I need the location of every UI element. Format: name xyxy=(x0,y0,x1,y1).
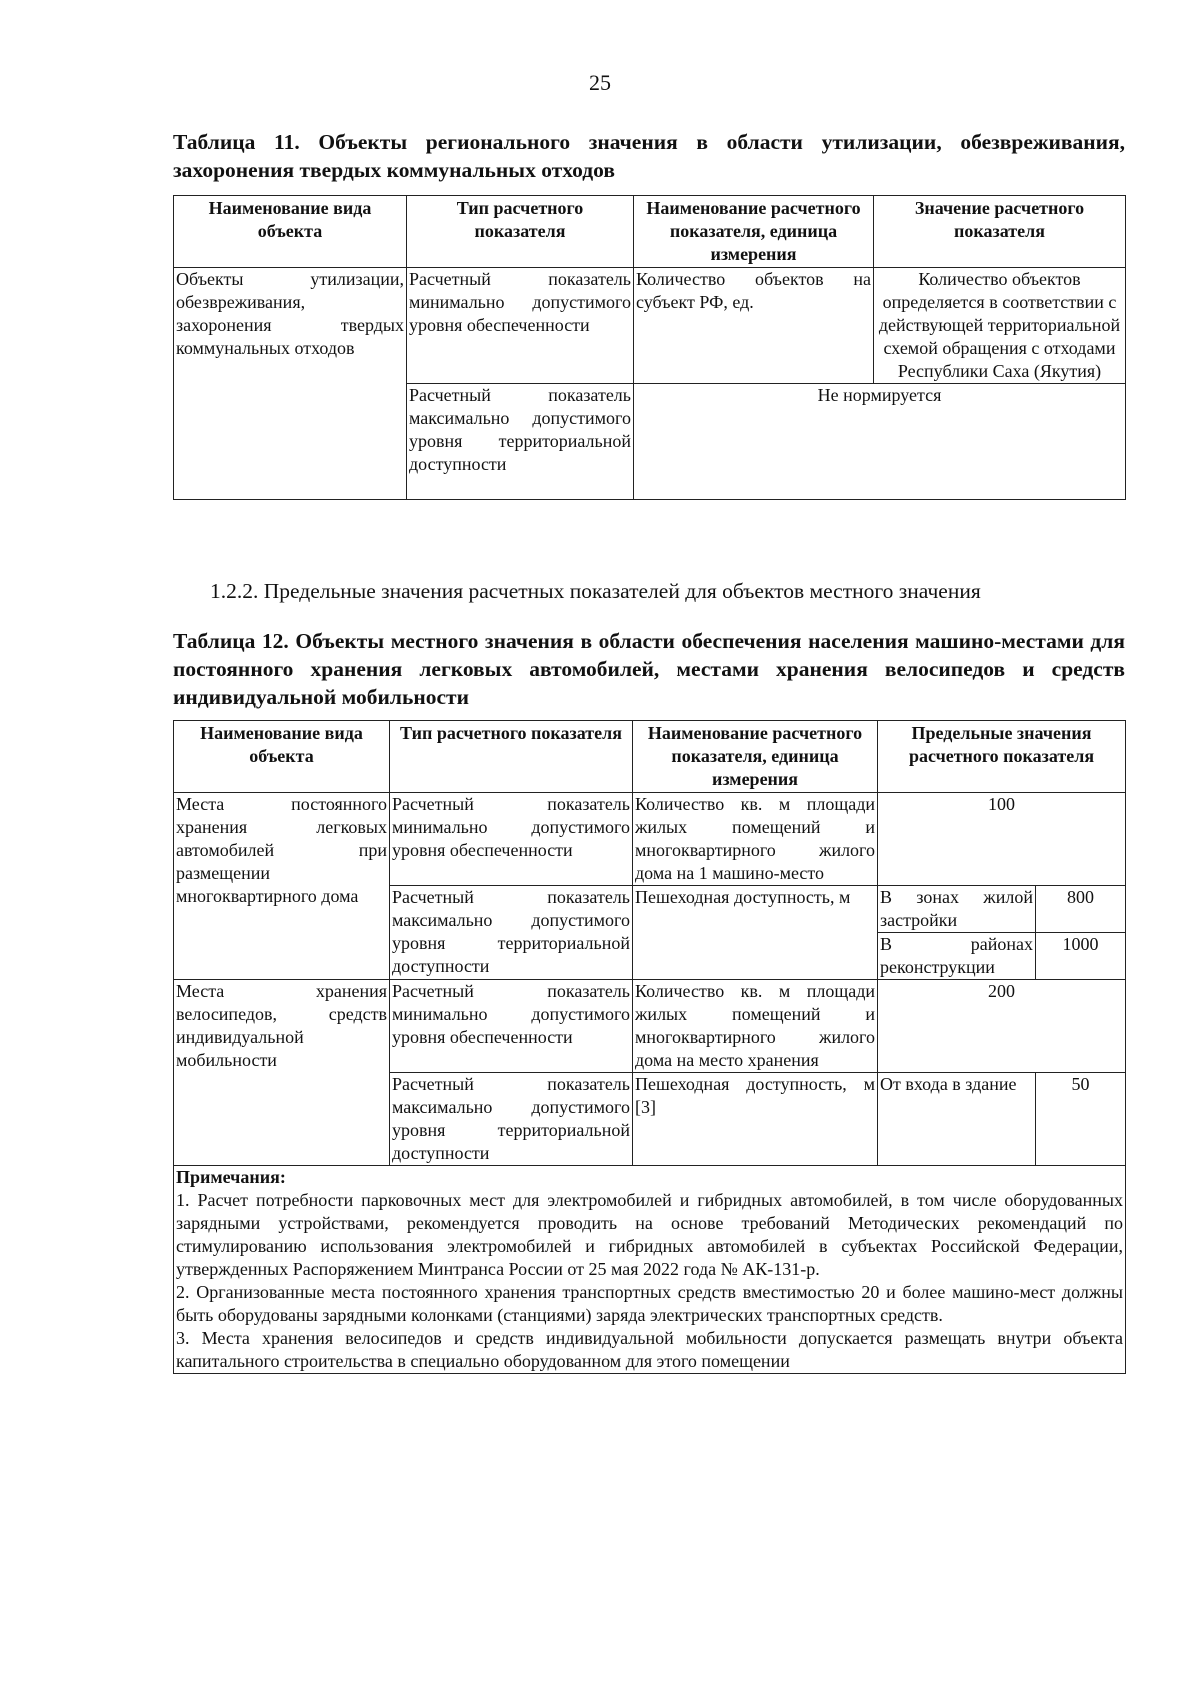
note-item: 2. Организованные места постоянного хранения транспортных средств вместимостью 20 и более машино-мест должны быть оборудованы зарядными колонками (станциями) заряда электрических транспортных средств. xyxy=(176,1282,1123,1325)
indicator-name-cell: Пешеходная доступность, м [3] xyxy=(633,1073,878,1166)
indicator-type-cell: Расчетный показатель минимально допустимого уровня обеспеченности xyxy=(390,793,633,886)
object-cell: Места постоянного хранения легковых автомобилей при размещении многоквартирного дома xyxy=(174,793,390,980)
indicator-type-cell: Расчетный показатель минимально допустимого уровня обеспеченности xyxy=(407,268,634,384)
sub-condition-value: 800 xyxy=(1036,886,1126,933)
sub-condition-value: 50 xyxy=(1036,1073,1126,1166)
indicator-value-cell: 200 xyxy=(878,980,1126,1073)
indicator-type-cell: Расчетный показатель минимально допустимого уровня обеспеченности xyxy=(390,980,633,1073)
header-indicator-type: Тип расчетного показателя xyxy=(390,721,633,793)
indicator-type-cell: Расчетный показатель максимально допустимого уровня территориальной доступности xyxy=(390,886,633,980)
indicator-value-cell: Не нормируется xyxy=(634,384,1126,500)
header-indicator-name: Наименование расчетного показателя, единица измерения xyxy=(633,721,878,793)
notes-row xyxy=(174,1166,1126,1374)
indicator-value-cell: Количество объектов определяется в соответствии с действующей территориальной схемой обращения с отходами Республики Саха (Якутия) xyxy=(874,268,1126,384)
page-number: 25 xyxy=(589,70,611,95)
table-header-row xyxy=(174,196,1126,268)
sub-condition-label: В районах реконструкции xyxy=(878,933,1036,980)
indicator-name-cell: Пешеходная доступность, м xyxy=(633,886,878,980)
indicator-name-cell: Количество кв. м площади жилых помещений и многоквартирного жилого дома на место хранения xyxy=(633,980,878,1073)
object-cell: Места хранения велосипедов, средств индивидуальной мобильности xyxy=(174,980,390,1166)
sub-condition-label: В зонах жилой застройки xyxy=(878,886,1036,933)
section-heading: 1.2.2. Предельные значения расчетных показателей для объектов местного значения xyxy=(210,579,981,603)
object-cell: Объекты утилизации, обезвреживания, захоронения твердых коммунальных отходов xyxy=(174,268,407,500)
table-row xyxy=(174,268,1126,384)
indicator-name-cell: Количество кв. м площади жилых помещений и многоквартирного жилого дома на 1 машино-место xyxy=(633,793,878,886)
indicator-value-cell: 100 xyxy=(878,793,1126,886)
indicator-name-cell: Количество объектов на субъект РФ, ед. xyxy=(634,268,874,384)
header-indicator-type: Тип расчетного показателя xyxy=(407,196,634,268)
table-11 xyxy=(173,195,1126,500)
notes-title: Примечания: xyxy=(176,1167,286,1187)
header-indicator-value: Значение расчетного показателя xyxy=(874,196,1126,268)
table-11-caption: Таблица 11. Объекты регионального значения в области утилизации, обезвреживания, захоронения твердых коммунальных отходов xyxy=(173,130,1125,182)
note-item: 1. Расчет потребности парковочных мест для электромобилей и гибридных автомобилей, в том числе оборудованных зарядными устройствами, рекомендуется проводить на основе требований Методических рекомендаций по стимулированию использования электромобилей и гибридных автомобилей в субъектах Российской Федерации, утвержденных Распоряжением Минтранса России от 25 мая 2022 года № АК-131-р. xyxy=(176,1190,1123,1279)
table-12 xyxy=(173,720,1126,1374)
indicator-type-cell: Расчетный показатель максимально допустимого уровня территориальной доступности xyxy=(407,384,634,500)
note-item: 3. Места хранения велосипедов и средств индивидуальной мобильности допускается размещать внутри объекта капитального строительства в специально оборудованном для этого помещении xyxy=(176,1328,1123,1371)
notes-cell xyxy=(174,1166,1126,1374)
indicator-type-cell: Расчетный показатель максимально допустимого уровня территориальной доступности xyxy=(390,1073,633,1166)
header-object-type: Наименование вида объекта xyxy=(174,196,407,268)
header-object-type: Наименование вида объекта xyxy=(174,721,390,793)
sub-condition-value: 1000 xyxy=(1036,933,1126,980)
header-limit-values: Предельные значения расчетного показателя xyxy=(878,721,1126,793)
table-row xyxy=(174,980,1126,1073)
table-row xyxy=(174,793,1126,886)
table-header-row xyxy=(174,721,1126,793)
table-12-caption: Таблица 12. Объекты местного значения в области обеспечения населения машино-местами для постоянного хранения легковых автомобилей, местами хранения велосипедов и средств индивидуальной мобильности xyxy=(173,629,1125,709)
header-indicator-name: Наименование расчетного показателя, единица измерения xyxy=(634,196,874,268)
sub-condition-label: От входа в здание xyxy=(878,1073,1036,1166)
